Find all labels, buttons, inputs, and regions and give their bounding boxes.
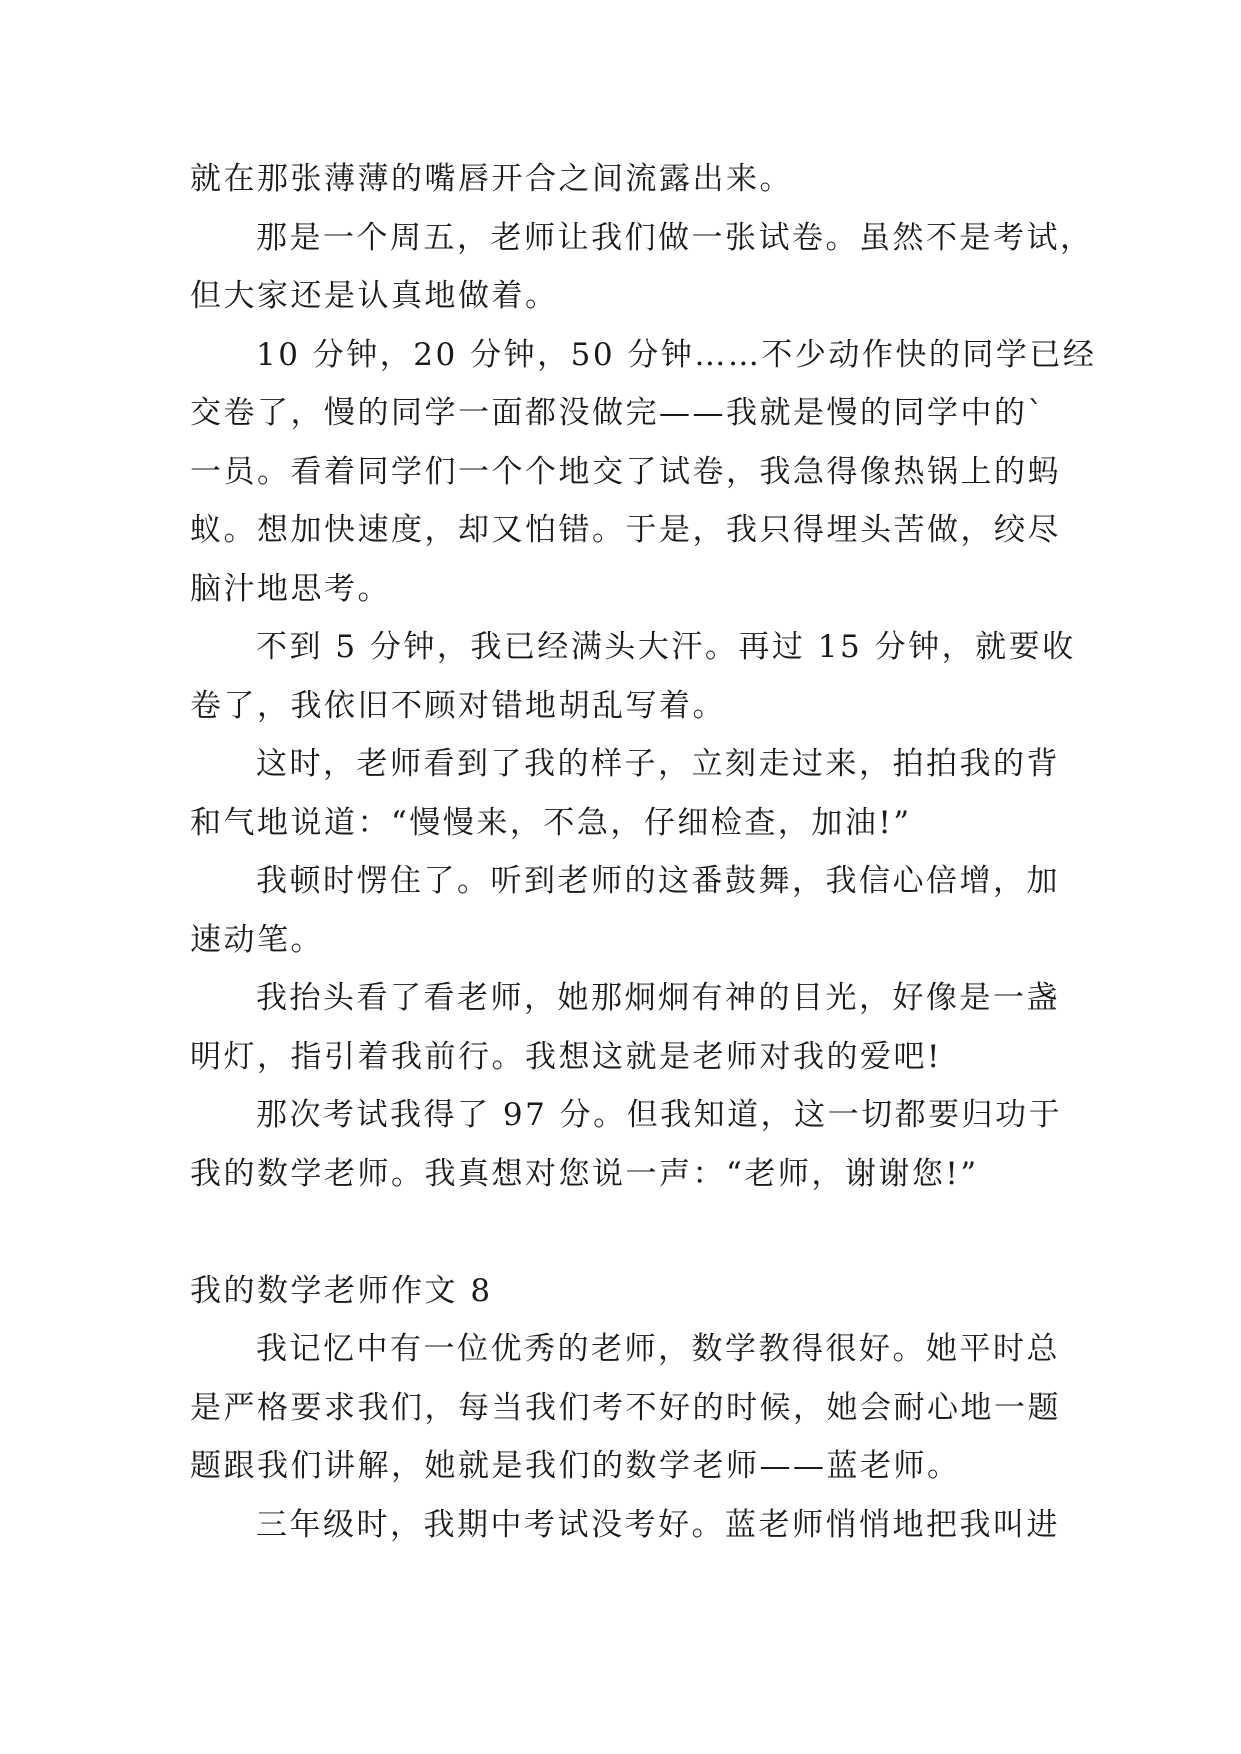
text-line: 我抬头看了看老师，她那炯炯有神的目光，好像是一盏 xyxy=(256,980,1060,1016)
section-heading: 我的数学老师作文 8 xyxy=(190,1272,493,1309)
text-line: 是严格要求我们，每当我们考不好的时候，她会耐心地一题 xyxy=(190,1389,1061,1426)
text-line: 和气地说道：“慢慢来，不急，仔细检查，加油!” xyxy=(190,804,912,841)
text-line: 脑汁地思考。 xyxy=(190,570,391,607)
text-line: 速动笔。 xyxy=(190,921,324,958)
text-line: 一员。看着同学们一个个地交了试卷，我急得像热锅上的蚂 xyxy=(190,453,1061,490)
blank-line xyxy=(190,1203,1060,1262)
text-line: 那是一个周五，老师让我们做一张试卷。虽然不是考试， xyxy=(256,219,1094,256)
text-line: 三年级时，我期中考试没考好。蓝老师悄悄地把我叫进 xyxy=(256,1506,1060,1543)
text-line: 不到 5 分钟，我已经满头大汗。再过 15 分钟，就要收 xyxy=(256,629,1076,665)
text-line: 那次考试我得了 97 分。但我知道，这一切都要归功于 xyxy=(256,1097,1063,1133)
text-line: 题跟我们讲解，她就是我们的数学老师——蓝老师。 xyxy=(190,1448,961,1484)
text-line: 这时，老师看到了我的样子，立刻走过来，拍拍我的背 xyxy=(256,746,1060,782)
text-line: 交卷了，慢的同学一面都没做完——我就是慢的同学中的` xyxy=(190,395,1046,431)
text-line: 我顿时愣住了。听到老师的这番鼓舞，我信心倍增，加 xyxy=(256,863,1060,899)
text-line: 我记忆中有一位优秀的老师，数学教得很好。她平时总 xyxy=(256,1331,1060,1367)
text-line: 就在那张薄薄的嘴唇开合之间流露出来。 xyxy=(190,161,793,197)
text-line: 但大家还是认真地做着。 xyxy=(190,278,559,314)
document-page xyxy=(190,150,1097,1554)
text-line: 卷了，我依旧不顾对错地胡乱写着。 xyxy=(190,687,726,724)
text-line: 明灯，指引着我前行。我想这就是老师对我的爱吧! xyxy=(190,1038,942,1075)
text-line: 10 分钟，20 分钟，50 分钟……不少动作快的同学已经 xyxy=(256,336,1097,373)
text-line: 我的数学老师。我真想对您说一声：“老师，谢谢您!” xyxy=(190,1155,979,1192)
text-line: 蚁。想加快速度，却又怕错。于是，我只得埋头苦做，绞尽 xyxy=(190,512,1061,548)
